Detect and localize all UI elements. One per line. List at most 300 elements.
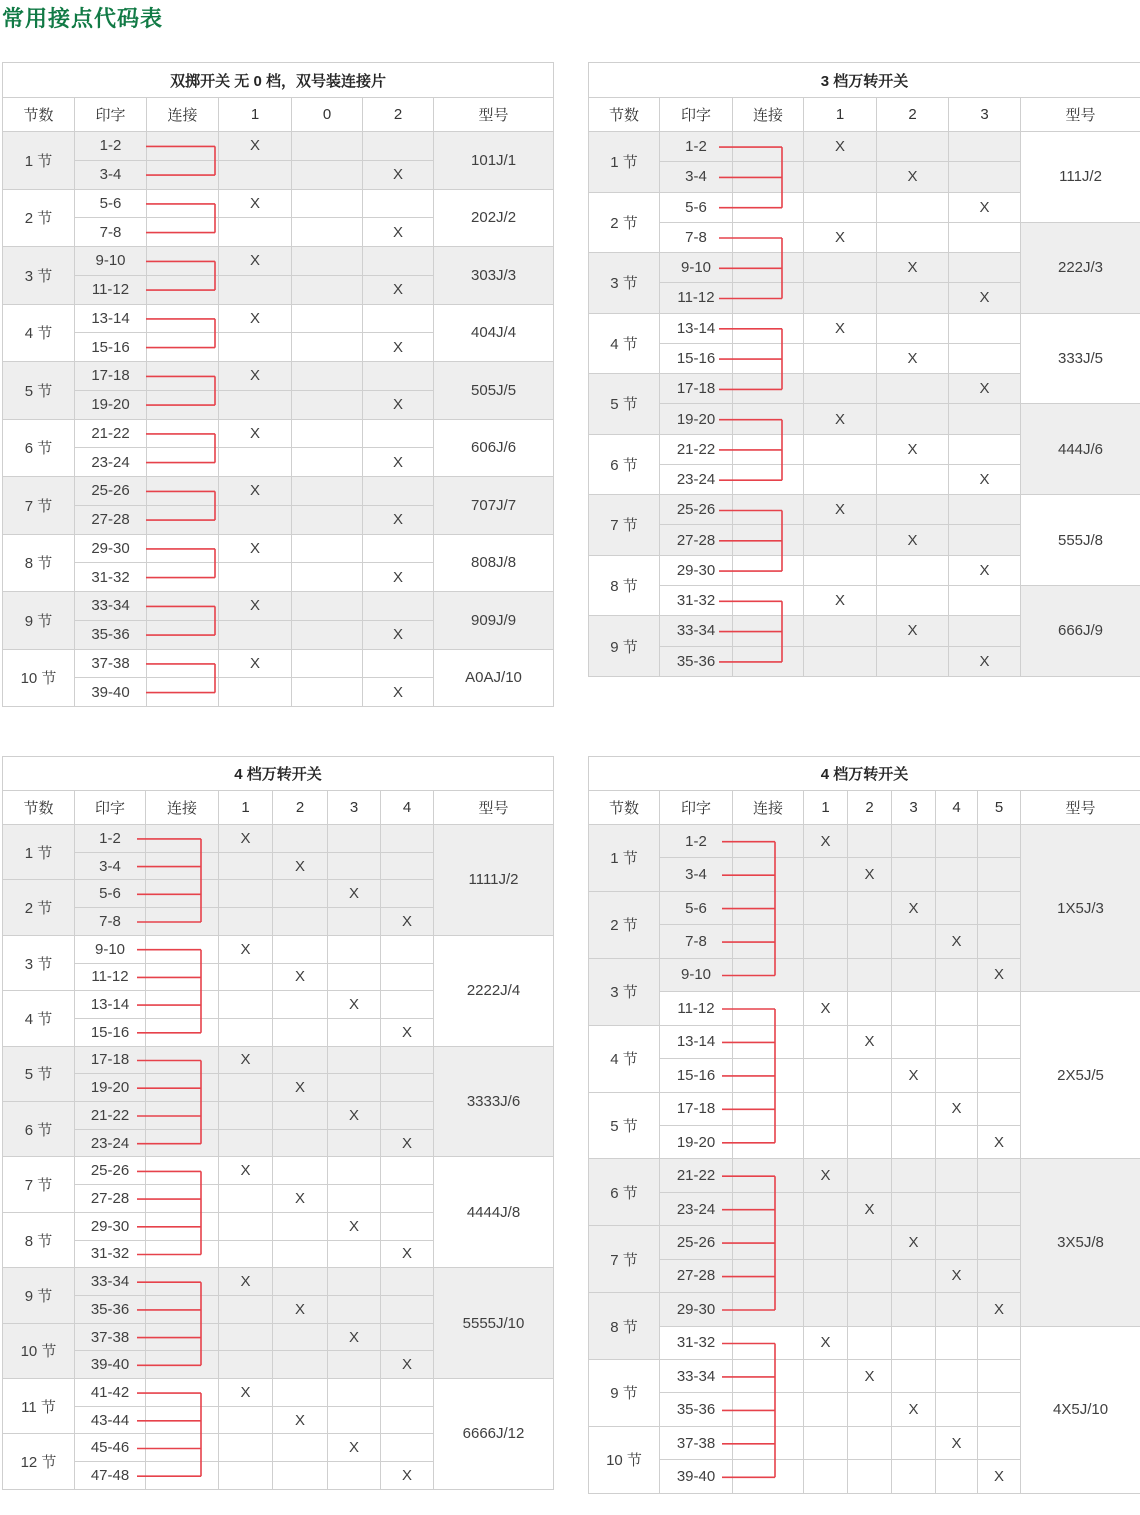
connect-cell (146, 1046, 219, 1074)
position-cell (877, 192, 949, 222)
x-mark-cell: X (804, 1326, 848, 1359)
position-cell (804, 1025, 848, 1058)
section-cell: 1 节 (589, 132, 660, 193)
position-cell (292, 419, 363, 448)
header-model: 型号 (1021, 791, 1140, 825)
section-cell: 3 节 (589, 253, 660, 314)
position-cell (978, 925, 1021, 958)
pair-cell: 9-10 (75, 935, 146, 963)
pair-cell: 19-20 (660, 1125, 733, 1158)
position-cell (219, 1185, 273, 1213)
x-mark-cell: X (219, 592, 292, 621)
x-mark-cell: X (219, 825, 273, 853)
header-position-1: 1 (219, 98, 292, 132)
pair-cell: 9-10 (660, 958, 733, 991)
x-mark-cell: X (936, 1426, 978, 1459)
position-cell (936, 1226, 978, 1259)
connect-cell (733, 434, 804, 464)
model-cell: 707J/7 (434, 477, 554, 535)
position-cell (219, 1295, 273, 1323)
pair-cell: 21-22 (75, 419, 147, 448)
position-cell (936, 1192, 978, 1225)
pair-cell: 29-30 (660, 555, 733, 585)
position-cell (804, 343, 877, 373)
position-cell (273, 1046, 328, 1074)
x-mark-cell: X (936, 1259, 978, 1292)
pair-cell: 35-36 (660, 1393, 733, 1426)
connect-cell (733, 1393, 804, 1426)
position-cell (877, 374, 949, 404)
position-cell (949, 313, 1021, 343)
pair-cell: 25-26 (660, 1226, 733, 1259)
pair-cell: 33-34 (75, 1268, 146, 1296)
position-cell (292, 362, 363, 391)
position-cell (381, 963, 434, 991)
pair-cell: 23-24 (75, 1129, 146, 1157)
pair-cell: 31-32 (75, 1240, 146, 1268)
x-mark-cell: X (273, 1295, 328, 1323)
connect-cell (733, 1192, 804, 1225)
position-cell (949, 404, 1021, 434)
x-mark-cell: X (381, 1018, 434, 1046)
position-cell (219, 991, 273, 1019)
position-cell (877, 555, 949, 585)
position-cell (219, 1129, 273, 1157)
position-cell (892, 1326, 936, 1359)
header-position-2: 2 (877, 98, 949, 132)
position-cell (292, 189, 363, 218)
position-cell (804, 1426, 848, 1459)
pair-cell: 19-20 (660, 404, 733, 434)
position-cell (363, 649, 434, 678)
position-cell (219, 1212, 273, 1240)
position-cell (363, 362, 434, 391)
model-cell: 444J/6 (1021, 404, 1140, 495)
position-cell (273, 1268, 328, 1296)
header-position-1: 1 (804, 98, 877, 132)
x-mark-cell: X (848, 1360, 892, 1393)
pair-cell: 13-14 (75, 991, 146, 1019)
pair-cell: 37-38 (660, 1426, 733, 1459)
connect-cell (147, 333, 219, 362)
header-print: 印字 (75, 791, 146, 825)
position-cell (381, 1434, 434, 1462)
position-cell (273, 1240, 328, 1268)
model-cell: 3X5J/8 (1021, 1159, 1140, 1326)
section-cell: 12 节 (3, 1434, 75, 1489)
position-cell (804, 1360, 848, 1393)
section-cell: 4 节 (589, 1025, 660, 1092)
position-cell (804, 1460, 848, 1493)
section-cell: 8 节 (3, 534, 75, 592)
pair-cell: 39-40 (660, 1460, 733, 1493)
x-mark-cell: X (219, 304, 292, 333)
contact-code-table (2, 756, 554, 1490)
position-cell (219, 908, 273, 936)
position-cell (804, 891, 848, 924)
connect-cell (146, 935, 219, 963)
position-cell (804, 434, 877, 464)
position-cell (273, 1351, 328, 1379)
position-cell (936, 1360, 978, 1393)
position-cell (219, 1074, 273, 1102)
position-cell (804, 1092, 848, 1125)
position-cell (292, 620, 363, 649)
position-cell (892, 858, 936, 891)
pair-cell: 25-26 (660, 495, 733, 525)
header-position-2: 2 (363, 98, 434, 132)
position-cell (848, 1460, 892, 1493)
x-mark-cell: X (804, 222, 877, 252)
x-mark-cell: X (804, 313, 877, 343)
pair-cell: 33-34 (660, 1360, 733, 1393)
header-connect: 连接 (147, 98, 219, 132)
pair-cell: 15-16 (660, 343, 733, 373)
position-cell (936, 958, 978, 991)
position-cell (848, 1159, 892, 1192)
section-cell: 8 节 (589, 1293, 660, 1360)
pair-cell: 39-40 (75, 1351, 146, 1379)
header-position-4: 4 (936, 791, 978, 825)
position-cell (978, 1326, 1021, 1359)
position-cell (328, 1185, 381, 1213)
pair-cell: 1-2 (660, 132, 733, 162)
connect-cell (146, 852, 219, 880)
position-cell (877, 283, 949, 313)
section-cell: 6 节 (3, 419, 75, 477)
position-cell (219, 160, 292, 189)
connect-cell (146, 825, 219, 853)
position-cell (363, 477, 434, 506)
position-cell (804, 616, 877, 646)
section-cell: 6 节 (589, 1159, 660, 1226)
position-cell (804, 283, 877, 313)
section-cell: 10 节 (3, 1323, 75, 1378)
position-cell (219, 620, 292, 649)
position-cell (978, 1393, 1021, 1426)
x-mark-cell: X (363, 218, 434, 247)
position-cell (892, 1159, 936, 1192)
x-mark-cell: X (949, 283, 1021, 313)
position-cell (949, 132, 1021, 162)
model-cell: 2222J/4 (434, 935, 554, 1046)
position-cell (219, 333, 292, 362)
position-cell (219, 1434, 273, 1462)
pair-cell: 17-18 (75, 362, 147, 391)
section-cell: 9 节 (589, 1360, 660, 1427)
header-position-4: 4 (381, 791, 434, 825)
model-cell: 909J/9 (434, 592, 554, 650)
connect-cell (733, 585, 804, 615)
pair-cell: 15-16 (75, 1018, 146, 1046)
section-cell: 7 节 (3, 477, 75, 535)
position-cell (219, 963, 273, 991)
x-mark-cell: X (273, 1406, 328, 1434)
position-cell (328, 908, 381, 936)
connect-cell (146, 1212, 219, 1240)
position-cell (273, 1379, 328, 1407)
model-cell: 222J/3 (1021, 222, 1140, 313)
position-cell (978, 1025, 1021, 1058)
position-cell (381, 825, 434, 853)
connect-cell (733, 222, 804, 252)
position-cell (978, 992, 1021, 1025)
table-rotary-switch-3 (588, 62, 1140, 677)
pair-cell: 11-12 (75, 963, 146, 991)
header-position-2: 2 (273, 791, 328, 825)
connect-cell (146, 1129, 219, 1157)
connect-cell (147, 362, 219, 391)
contact-code-table (588, 756, 1140, 1494)
header-print: 印字 (660, 791, 733, 825)
position-cell (848, 1293, 892, 1326)
connect-cell (733, 1293, 804, 1326)
table-double-throw-switch (2, 62, 553, 707)
header-sections: 节数 (589, 98, 660, 132)
position-cell (978, 1226, 1021, 1259)
x-mark-cell: X (273, 1074, 328, 1102)
position-cell (949, 495, 1021, 525)
header-model: 型号 (1021, 98, 1140, 132)
connect-cell (147, 160, 219, 189)
connect-cell (733, 162, 804, 192)
pair-cell: 7-8 (660, 222, 733, 252)
position-cell (848, 1326, 892, 1359)
position-cell (949, 585, 1021, 615)
model-cell: 4X5J/10 (1021, 1326, 1140, 1493)
pair-cell: 11-12 (660, 992, 733, 1025)
header-connect: 连接 (146, 791, 219, 825)
x-mark-cell: X (363, 505, 434, 534)
x-mark-cell: X (877, 162, 949, 192)
x-mark-cell: X (877, 253, 949, 283)
section-cell: 9 节 (3, 592, 75, 650)
connect-cell (733, 525, 804, 555)
pair-cell: 47-48 (75, 1462, 146, 1490)
model-cell: 6666J/12 (434, 1379, 554, 1490)
position-cell (892, 1426, 936, 1459)
connect-cell (147, 132, 219, 161)
connect-cell (147, 448, 219, 477)
x-mark-cell: X (219, 132, 292, 161)
x-mark-cell: X (363, 390, 434, 419)
position-cell (978, 1092, 1021, 1125)
position-cell (381, 880, 434, 908)
connect-cell (147, 649, 219, 678)
position-cell (978, 825, 1021, 858)
position-cell (978, 1159, 1021, 1192)
position-cell (273, 1212, 328, 1240)
x-mark-cell: X (877, 525, 949, 555)
pair-cell: 35-36 (660, 646, 733, 676)
position-cell (363, 132, 434, 161)
x-mark-cell: X (949, 555, 1021, 585)
position-cell (936, 1460, 978, 1493)
pair-cell: 27-28 (75, 1185, 146, 1213)
pair-cell: 17-18 (75, 1046, 146, 1074)
pair-cell: 5-6 (660, 891, 733, 924)
connect-cell (733, 958, 804, 991)
position-cell (292, 678, 363, 707)
position-cell (292, 132, 363, 161)
position-cell (848, 958, 892, 991)
connect-cell (147, 275, 219, 304)
section-cell: 3 节 (3, 935, 75, 990)
pair-cell: 7-8 (75, 218, 147, 247)
position-cell (292, 505, 363, 534)
section-cell: 2 节 (3, 189, 75, 247)
header-sections: 节数 (3, 791, 75, 825)
table-title: 双掷开关 无 0 档，双号装连接片 (3, 63, 554, 98)
connect-cell (146, 991, 219, 1019)
position-cell (877, 404, 949, 434)
header-sections: 节数 (589, 791, 660, 825)
x-mark-cell: X (949, 646, 1021, 676)
table-title: 3 档万转开关 (589, 63, 1140, 98)
x-mark-cell: X (219, 362, 292, 391)
position-cell (381, 1157, 434, 1185)
position-cell (292, 160, 363, 189)
position-cell (381, 1406, 434, 1434)
position-cell (804, 958, 848, 991)
position-cell (848, 1125, 892, 1158)
model-cell: 606J/6 (434, 419, 554, 477)
position-cell (328, 963, 381, 991)
position-cell (804, 1393, 848, 1426)
connect-cell (146, 1434, 219, 1462)
table-rotary-switch-5 (588, 756, 1140, 1494)
position-cell (848, 1393, 892, 1426)
position-cell (848, 992, 892, 1025)
position-cell (949, 616, 1021, 646)
x-mark-cell: X (949, 464, 1021, 494)
position-cell (292, 477, 363, 506)
pair-cell: 13-14 (660, 1025, 733, 1058)
x-mark-cell: X (273, 963, 328, 991)
position-cell (848, 925, 892, 958)
x-mark-cell: X (328, 1323, 381, 1351)
pair-cell: 17-18 (660, 1092, 733, 1125)
position-cell (273, 935, 328, 963)
pair-cell: 7-8 (75, 908, 146, 936)
position-cell (892, 1192, 936, 1225)
position-cell (292, 218, 363, 247)
model-cell: A0AJ/10 (434, 649, 554, 707)
pair-cell: 21-22 (660, 434, 733, 464)
pair-cell: 31-32 (660, 1326, 733, 1359)
position-cell (978, 1259, 1021, 1292)
position-cell (292, 448, 363, 477)
model-cell: 333J/5 (1021, 313, 1140, 404)
position-cell (978, 1192, 1021, 1225)
connect-cell (733, 374, 804, 404)
x-mark-cell: X (804, 132, 877, 162)
position-cell (328, 1018, 381, 1046)
pair-cell: 15-16 (660, 1059, 733, 1092)
x-mark-cell: X (219, 1268, 273, 1296)
contact-code-table (588, 62, 1140, 677)
position-cell (219, 1102, 273, 1130)
header-print: 印字 (660, 98, 733, 132)
position-cell (936, 1393, 978, 1426)
x-mark-cell: X (381, 1240, 434, 1268)
position-cell (936, 825, 978, 858)
position-cell (328, 1462, 381, 1490)
position-cell (273, 1157, 328, 1185)
connect-cell (146, 1351, 219, 1379)
connect-cell (733, 404, 804, 434)
connect-cell (147, 678, 219, 707)
table-title: 4 档万转开关 (3, 757, 554, 791)
section-cell: 9 节 (3, 1268, 75, 1323)
position-cell (892, 1259, 936, 1292)
x-mark-cell: X (804, 1159, 848, 1192)
pair-cell: 9-10 (75, 247, 147, 276)
position-cell (804, 525, 877, 555)
connect-cell (733, 1426, 804, 1459)
section-cell: 5 节 (589, 1092, 660, 1159)
position-cell (273, 908, 328, 936)
model-cell: 101J/1 (434, 132, 554, 190)
pair-cell: 9-10 (660, 253, 733, 283)
position-cell (328, 1351, 381, 1379)
position-cell (877, 646, 949, 676)
x-mark-cell: X (892, 1059, 936, 1092)
x-mark-cell: X (949, 192, 1021, 222)
position-cell (219, 218, 292, 247)
pair-cell: 25-26 (75, 477, 147, 506)
x-mark-cell: X (219, 477, 292, 506)
position-cell (848, 1059, 892, 1092)
pair-cell: 13-14 (75, 304, 147, 333)
pair-cell: 29-30 (75, 534, 147, 563)
header-connect: 连接 (733, 791, 804, 825)
header-connect: 连接 (733, 98, 804, 132)
connect-cell (146, 1240, 219, 1268)
connect-cell (147, 620, 219, 649)
position-cell (877, 464, 949, 494)
connect-cell (146, 1268, 219, 1296)
section-cell: 11 节 (3, 1379, 75, 1434)
connect-cell (147, 563, 219, 592)
pair-cell: 35-36 (75, 1295, 146, 1323)
position-cell (877, 222, 949, 252)
position-cell (877, 585, 949, 615)
pair-cell: 37-38 (75, 649, 147, 678)
position-cell (363, 592, 434, 621)
position-cell (936, 1326, 978, 1359)
position-cell (877, 313, 949, 343)
connect-cell (147, 390, 219, 419)
connect-cell (733, 1159, 804, 1192)
pair-cell: 31-32 (660, 585, 733, 615)
connect-cell (146, 908, 219, 936)
position-cell (328, 1379, 381, 1407)
pair-cell: 33-34 (660, 616, 733, 646)
x-mark-cell: X (363, 275, 434, 304)
position-cell (273, 1129, 328, 1157)
position-cell (804, 858, 848, 891)
header-position-5: 5 (978, 791, 1021, 825)
position-cell (877, 132, 949, 162)
position-cell (381, 1102, 434, 1130)
section-cell: 10 节 (589, 1426, 660, 1493)
position-cell (978, 1360, 1021, 1393)
x-mark-cell: X (363, 160, 434, 189)
model-cell: 5555J/10 (434, 1268, 554, 1379)
position-cell (219, 448, 292, 477)
section-cell: 4 节 (3, 991, 75, 1046)
